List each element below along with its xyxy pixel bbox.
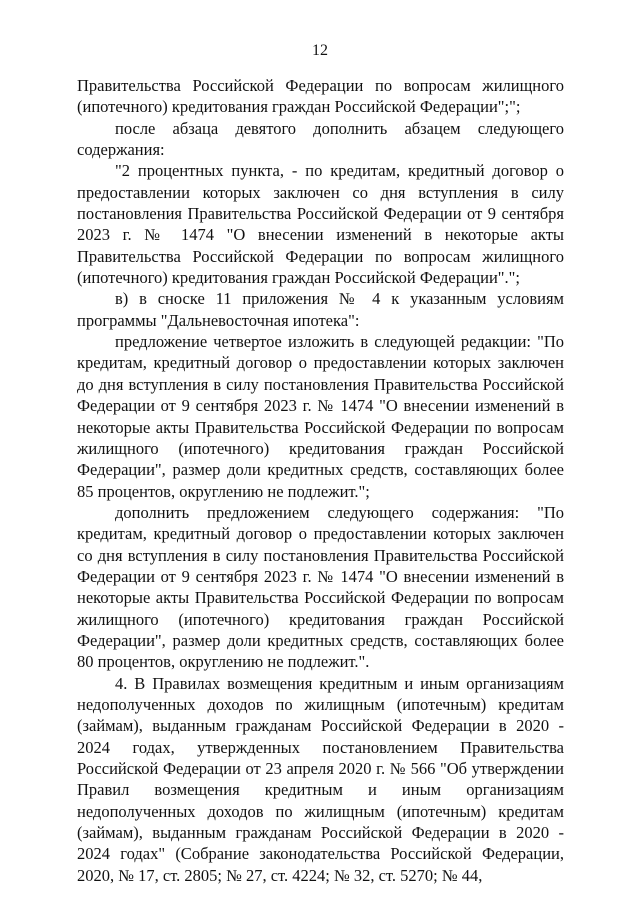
paragraph: 4. В Правилах возмещения кредитным и иным организациям недополученных доходов по жилищным (ипотечным) кредитам (займам), выданным гражданам Российской Федерации в 2020 - 2024 годах, утвержденных постановлением Правительства Российской Федерации от 23 апреля 2020 г. № 566 "Об утверждении Правил возмещения кредитным и иным организациям недополученных доходов по жилищным (ипотечным) кредитам (займам), выданным гражданам Российской Федерации в 2020 - 2024 годах" (Собрание законодательства Российской Федерации, 2020, № 17, ст. 2805; № 27, ст. 4224; № 32, ст. 5270; № 44, (77, 673, 564, 885)
paragraph: в) в сноске 11 приложения № 4 к указанным условиям программы "Дальневосточная ипотека": (77, 289, 564, 330)
page-number: 12 (312, 42, 328, 59)
paragraph: "2 процентных пункта, - по кредитам, кредитный договор о предоставлении которых заключен со дня вступления в силу постановления Правительства Российской Федерации от 9 сентября 2023 г. № 1474 "О внесении изменений в некоторые акты Правительства Российской Федерации по вопросам жилищного (ипотечного) кредитования граждан Российской Федерации"."; (77, 161, 564, 288)
paragraph: дополнить предложением следующего содержания: "По кредитам, кредитный договор о предоставлении которых заключен со дня вступления в силу постановления Правительства Российской Федерации от 9 сентября 2023 г. № 1474 "О внесении изменений в некоторые акты Правительства Российской Федерации по вопросам жилищного (ипотечного) кредитования граждан Российской Федерации", размер доли кредитных средств, составляющих более 80 процентов, округлению не подлежит.". (77, 502, 564, 672)
paragraph: предложение четвертое изложить в следующей редакции: "По кредитам, кредитный договор о предоставлении которых заключен до дня вступления в силу постановления Правительства Российской Федерации от 9 сентября 2023 г. № 1474 "О внесении изменений в некоторые акты Правительства Российской Федерации по вопросам жилищного (ипотечного) кредитования граждан Российской Федерации", размер доли кредитных средств, составляющих более 85 процентов, округлению не подлежит."; (77, 332, 564, 501)
paragraph: Правительства Российской Федерации по вопросам жилищного (ипотечного) кредитования граждан Российской Федерации";"; (77, 76, 564, 117)
document-body (77, 75, 564, 886)
paragraph: после абзаца девятого дополнить абзацем следующего содержания: (77, 118, 564, 160)
